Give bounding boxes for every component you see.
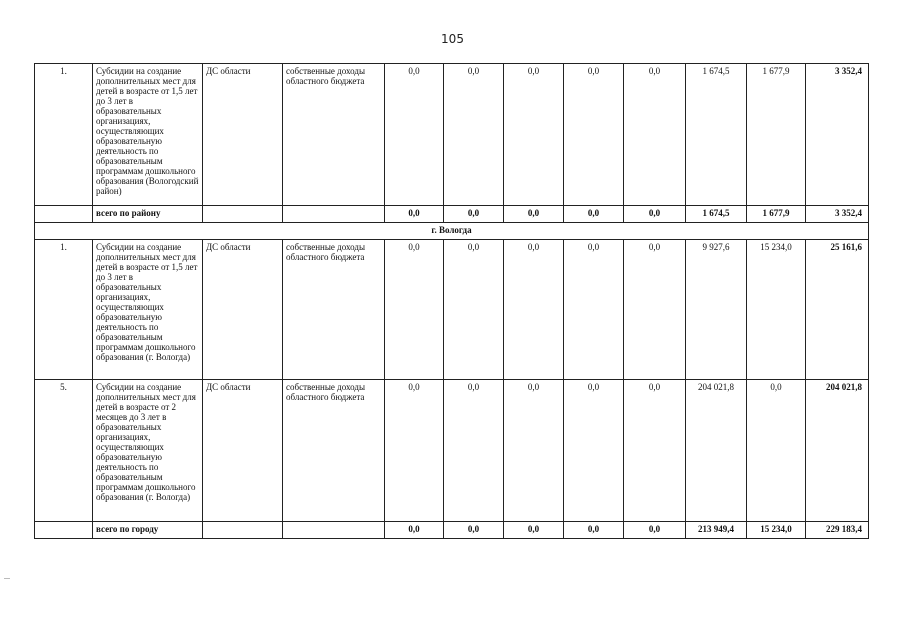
table-row <box>35 240 869 380</box>
value-cell: 0,0 <box>444 240 504 380</box>
total-value-cell: 15 234,0 <box>747 522 806 539</box>
total-value-cell: 0,0 <box>564 206 624 223</box>
executor: ДС области <box>203 240 283 380</box>
total-value-cell: 0,0 <box>624 206 686 223</box>
value-cell: 0,0 <box>624 380 686 522</box>
value-cell: 0,0 <box>564 64 624 206</box>
value-cell: 0,0 <box>564 380 624 522</box>
value-cell: 0,0 <box>385 240 444 380</box>
table-row <box>35 64 869 206</box>
total-value-cell: 0,0 <box>624 522 686 539</box>
value-cell: 0,0 <box>504 380 564 522</box>
value-cell: 204 021,8 <box>806 380 869 522</box>
executor: ДС области <box>203 64 283 206</box>
measure-name: Субсидии на создание дополнительных мест для детей в возрасте от 1,5 лет до 3 лет в образовательных организациях, осуществляющих образовательную деятельность по образовательным программам дошкольного образования (г. Вологда) <box>93 240 203 380</box>
funding-source: собственные доходы областного бюджета <box>283 64 385 206</box>
total-value-cell: 0,0 <box>385 522 444 539</box>
total-label: всего по городу <box>93 522 203 539</box>
value-cell: 0,0 <box>444 64 504 206</box>
total-value-cell: 0,0 <box>564 522 624 539</box>
table-row <box>35 380 869 522</box>
value-cell: 0,0 <box>747 380 806 522</box>
empty-cell <box>35 522 93 539</box>
scan-artifact <box>4 578 10 579</box>
total-value-cell: 0,0 <box>444 206 504 223</box>
total-value-cell: 1 677,9 <box>747 206 806 223</box>
empty-cell <box>203 522 283 539</box>
total-value-cell: 213 949,4 <box>686 522 747 539</box>
total-label: всего по району <box>93 206 203 223</box>
value-cell: 0,0 <box>504 240 564 380</box>
value-cell: 0,0 <box>385 380 444 522</box>
total-value-cell: 1 674,5 <box>686 206 747 223</box>
total-row <box>35 522 869 539</box>
row-number: 5. <box>35 380 93 522</box>
value-cell: 0,0 <box>624 64 686 206</box>
section-title: г. Вологда <box>35 223 869 240</box>
value-cell: 0,0 <box>385 64 444 206</box>
empty-cell <box>35 206 93 223</box>
empty-cell <box>283 206 385 223</box>
value-cell: 204 021,8 <box>686 380 747 522</box>
value-cell: 1 677,9 <box>747 64 806 206</box>
value-cell: 0,0 <box>444 380 504 522</box>
total-value-cell: 0,0 <box>504 522 564 539</box>
table-body <box>35 64 869 539</box>
total-value-cell: 229 183,4 <box>806 522 869 539</box>
empty-cell <box>203 206 283 223</box>
budget-table <box>34 63 869 539</box>
value-cell: 25 161,6 <box>806 240 869 380</box>
measure-name: Субсидии на создание дополнительных мест для детей в возрасте от 2 месяцев до 3 лет в образовательных организациях, осуществляющих образовательную деятельность по образовательным программам дошкольного образования (г. Вологда) <box>93 380 203 522</box>
executor: ДС области <box>203 380 283 522</box>
value-cell: 0,0 <box>504 64 564 206</box>
value-cell: 0,0 <box>624 240 686 380</box>
page-number: 105 <box>441 32 464 46</box>
funding-source: собственные доходы областного бюджета <box>283 240 385 380</box>
value-cell: 15 234,0 <box>747 240 806 380</box>
total-value-cell: 0,0 <box>504 206 564 223</box>
value-cell: 3 352,4 <box>806 64 869 206</box>
value-cell: 1 674,5 <box>686 64 747 206</box>
value-cell: 0,0 <box>564 240 624 380</box>
total-value-cell: 0,0 <box>444 522 504 539</box>
value-cell: 9 927,6 <box>686 240 747 380</box>
total-row <box>35 206 869 223</box>
total-value-cell: 3 352,4 <box>806 206 869 223</box>
row-number: 1. <box>35 240 93 380</box>
empty-cell <box>283 522 385 539</box>
funding-source: собственные доходы областного бюджета <box>283 380 385 522</box>
section-header-row <box>35 223 869 240</box>
total-value-cell: 0,0 <box>385 206 444 223</box>
measure-name: Субсидии на создание дополнительных мест для детей в возрасте от 1,5 лет до 3 лет в образовательных организациях, осуществляющих образовательную деятельность по образовательным программам дошкольного образования (Вологодский район) <box>93 64 203 206</box>
row-number: 1. <box>35 64 93 206</box>
